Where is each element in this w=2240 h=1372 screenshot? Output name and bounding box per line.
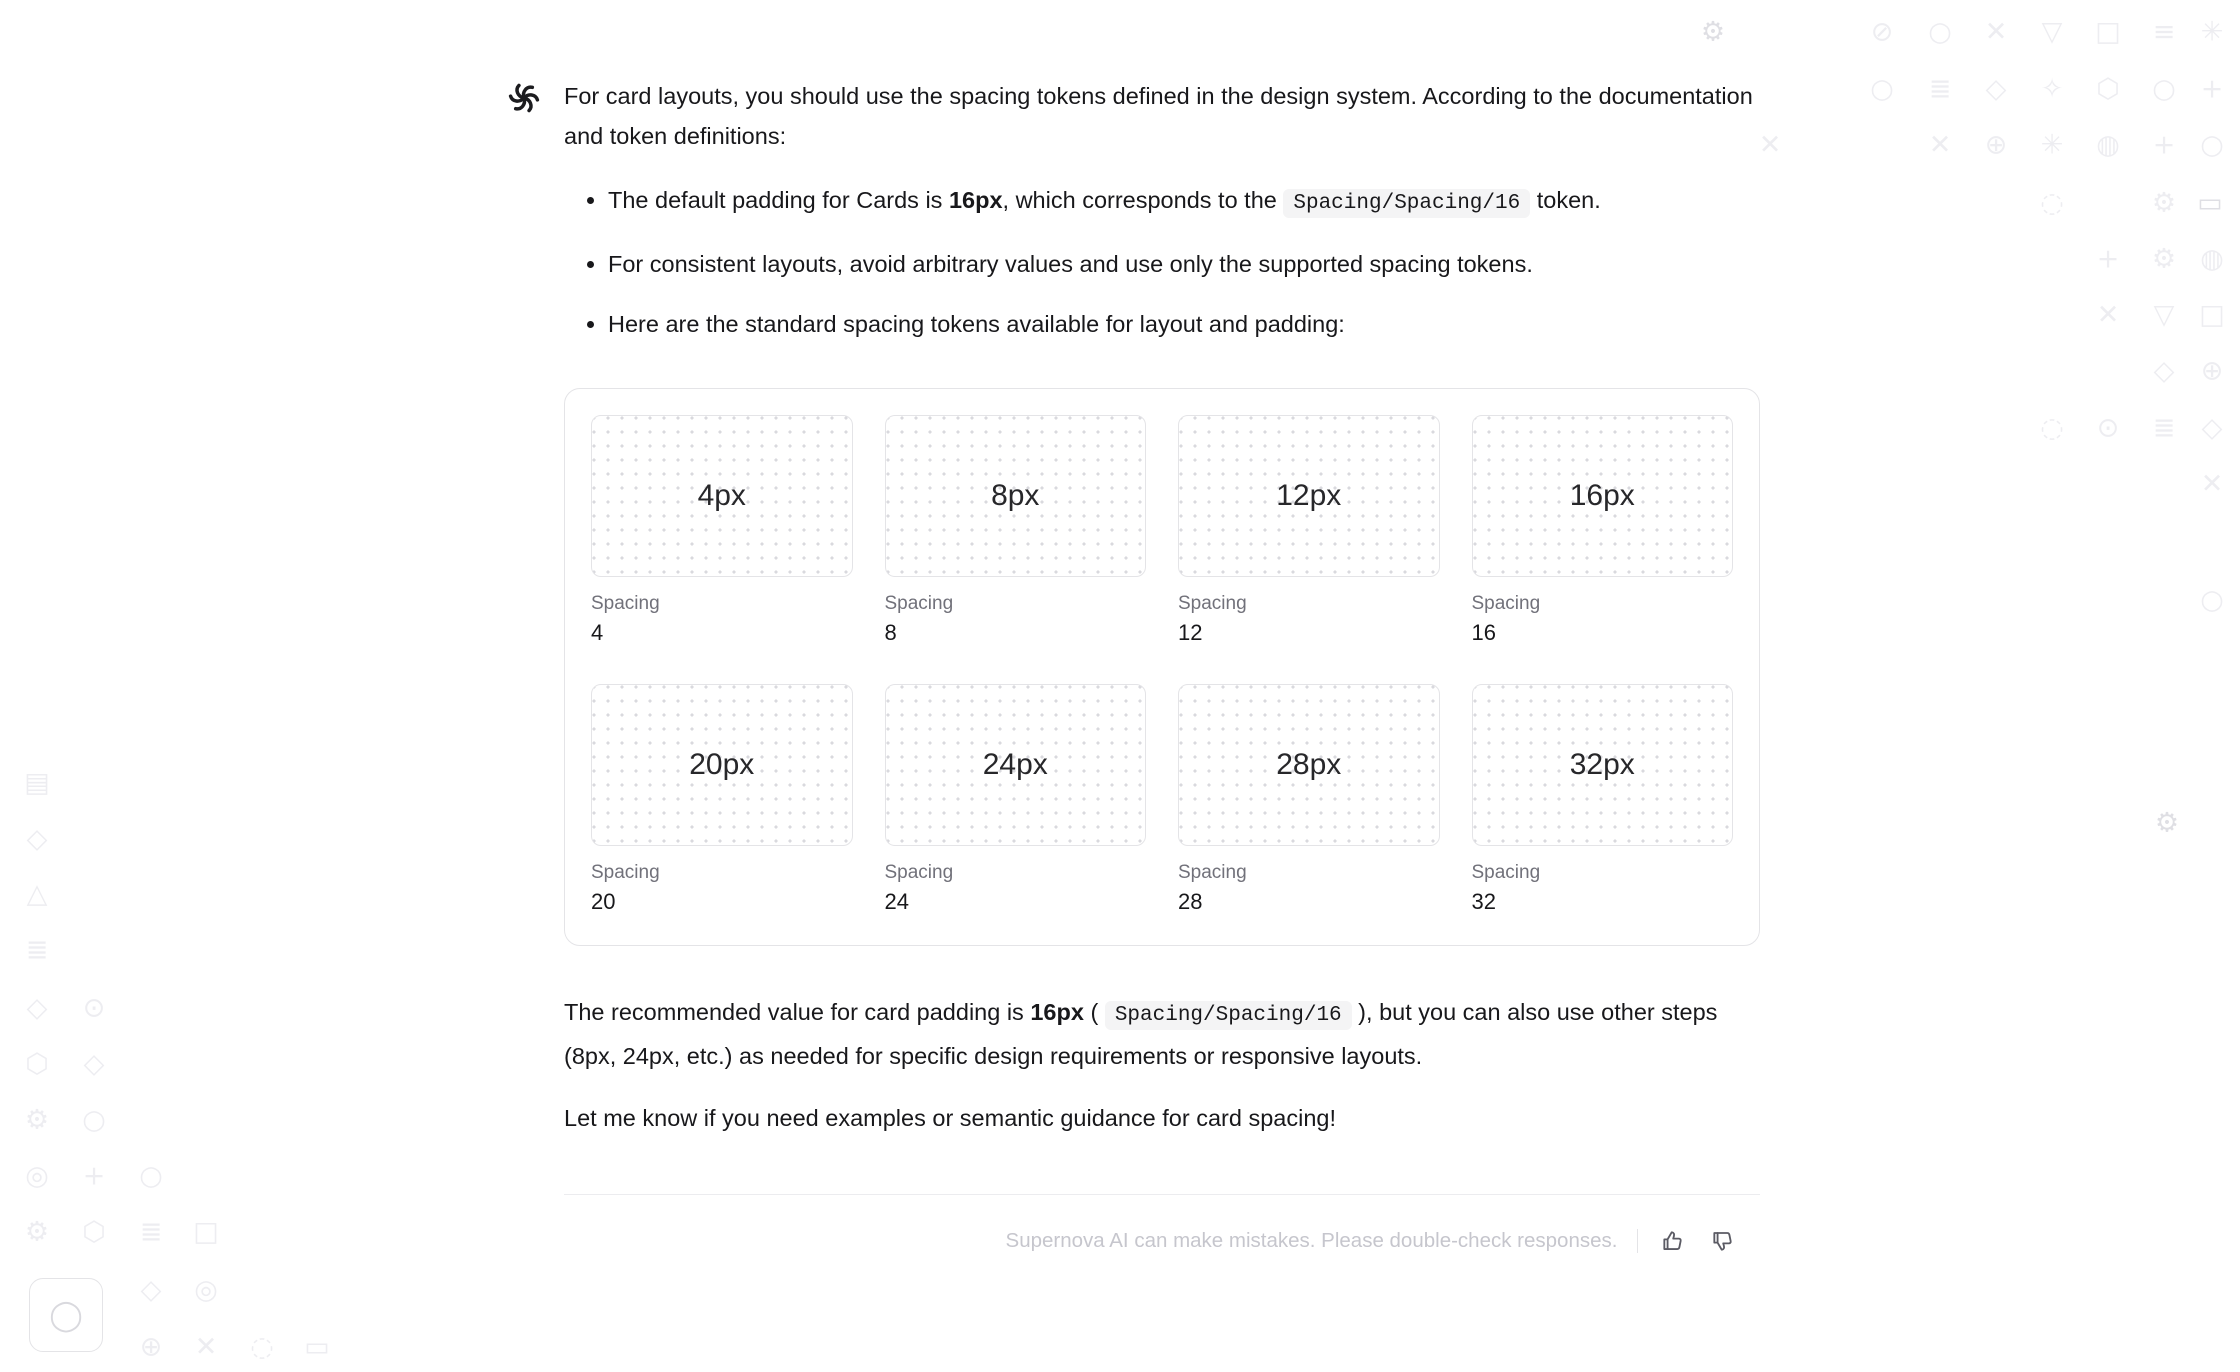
background-decoration-icon: □	[193, 1216, 219, 1248]
background-decoration-icon: ◇	[26, 823, 48, 855]
token-label: Spacing	[1471, 593, 1541, 614]
inline-code-token: Spacing/Spacing/16	[1105, 1001, 1352, 1030]
token-value: 20	[591, 889, 616, 914]
background-decoration-icon: ⚙	[2151, 187, 2177, 219]
message-bullet: • The default padding for Cards is 16px, which corresponds to the Spacing/Spacing/16 token.	[608, 180, 1760, 224]
spacing-token-card	[885, 415, 1147, 646]
corner-tool-button[interactable]	[29, 1278, 103, 1352]
spacing-token-card	[591, 415, 853, 646]
disclaimer-text: Supernova AI can make mistakes. Please double-check responses.	[1005, 1229, 1618, 1252]
spacing-swatch: 8px	[885, 415, 1147, 577]
background-decoration-icon: ◇	[2153, 355, 2175, 387]
message-footer	[774, 1195, 1970, 1261]
background-decoration-icon: ▭	[2197, 187, 2223, 219]
token-label: Spacing	[884, 862, 954, 883]
background-decoration-icon: ◇	[140, 1274, 162, 1306]
background-decoration-icon: ◎	[194, 1274, 218, 1306]
message-intro: For card layouts, you should use the spacing tokens defined in the design system. According to the documentation and token definitions:	[564, 83, 1753, 149]
background-decoration-icon: ⬡	[2096, 73, 2120, 105]
spacing-token-grid	[564, 388, 1760, 946]
message-bullet: • For consistent layouts, avoid arbitrary values and use only the supported spacing tokens.	[608, 244, 1760, 284]
background-decoration-icon: ≣	[25, 934, 49, 966]
background-decoration-icon: ⊙	[2096, 412, 2120, 444]
token-value: 8	[884, 620, 897, 645]
background-decoration-icon: ✕	[1758, 129, 1782, 161]
spacing-token-card	[1472, 415, 1734, 646]
spacing-swatch: 4px	[591, 415, 853, 577]
token-value: 32	[1471, 889, 1496, 914]
background-decoration-icon: ◍	[2096, 129, 2120, 161]
background-decoration-icon: ○	[139, 1160, 163, 1192]
token-value: 12	[1178, 620, 1203, 645]
footer-separator	[1637, 1229, 1638, 1253]
background-decoration-icon: ✕	[1928, 129, 1952, 161]
spacing-swatch: 16px	[1472, 415, 1734, 577]
background-decoration-icon: ○	[1870, 73, 1894, 105]
background-decoration-icon: ◌	[250, 1331, 274, 1363]
spacing-token-card	[885, 684, 1147, 915]
token-label: Spacing	[884, 593, 954, 614]
background-decoration-icon: ✕	[1984, 16, 2008, 48]
background-decoration-icon: ✕	[2200, 468, 2224, 500]
background-decoration-icon: ◇	[1985, 73, 2007, 105]
background-decoration-icon: ◇	[26, 992, 48, 1024]
background-decoration-icon: ▽	[2041, 16, 2063, 48]
background-decoration-icon: ▤	[24, 767, 50, 799]
inline-code-token: Spacing/Spacing/16	[1283, 189, 1530, 218]
background-decoration-icon: ○	[82, 1104, 106, 1136]
background-decoration-icon: ⬡	[82, 1216, 106, 1248]
message-closing: Let me know if you need examples or semantic guidance for card spacing!	[564, 1105, 1337, 1131]
background-decoration-icon: ▭	[304, 1331, 330, 1363]
background-decoration-icon: ⬡	[25, 1048, 49, 1080]
background-decoration-icon: ⚙	[2154, 807, 2180, 839]
thumbs-down-icon[interactable]	[1708, 1226, 1738, 1256]
background-decoration-icon: ◍	[2200, 243, 2224, 275]
token-value: 16	[1471, 620, 1496, 645]
background-decoration-icon: ⊕	[1984, 129, 2008, 161]
spacing-token-card	[1178, 684, 1440, 915]
token-label: Spacing	[591, 593, 660, 614]
background-decoration-icon: ⊕	[139, 1331, 163, 1363]
background-decoration-icon: ○	[2152, 73, 2176, 105]
spacing-swatch: 12px	[1178, 415, 1440, 577]
token-label: Spacing	[1471, 862, 1541, 883]
background-decoration-icon: ✧	[2040, 73, 2064, 105]
token-value: 4	[591, 620, 604, 645]
background-decoration-icon: □	[2199, 299, 2225, 331]
background-decoration-icon: ▽	[2153, 299, 2175, 331]
background-decoration-icon: ○	[2200, 129, 2224, 161]
background-decoration-icon: ✕	[194, 1331, 218, 1363]
background-decoration-icon: ◇	[83, 1048, 105, 1080]
background-decoration-icon: ◇	[2201, 412, 2223, 444]
background-decoration-icon: ◌	[2040, 187, 2064, 219]
background-decoration-icon: ⊕	[2200, 355, 2224, 387]
background-decoration-icon: ⚙	[24, 1216, 50, 1248]
background-decoration-icon: ⚙	[1700, 16, 1726, 48]
background-decoration-icon: ≣	[1928, 73, 1952, 105]
background-decoration-icon: ◌	[2040, 412, 2064, 444]
background-decoration-icon: +	[82, 1160, 106, 1192]
background-decoration-icon: +	[2200, 73, 2224, 105]
background-decoration-icon: ✕	[2096, 299, 2120, 331]
background-decoration-icon: ○	[1928, 16, 1952, 48]
background-decoration-icon: △	[26, 878, 48, 910]
token-value: 28	[1178, 889, 1203, 914]
spacing-token-card	[1178, 415, 1440, 646]
background-decoration-icon: +	[2096, 243, 2120, 275]
token-label: Spacing	[591, 862, 660, 883]
background-decoration-icon: ≡	[2152, 16, 2176, 48]
background-decoration-icon: □	[2095, 16, 2121, 48]
chat-message-area	[504, 76, 1764, 1261]
background-decoration-icon: +	[2152, 129, 2176, 161]
token-label: Spacing	[1178, 593, 1247, 614]
message-outro: The recommended value for card padding is 16px ( Spacing/Spacing/16 ), but you can also use other steps (8px, 24px, etc.) as needed for specific design requirements or responsive layouts.	[564, 999, 1718, 1069]
token-label: Spacing	[1178, 862, 1247, 883]
spacing-swatch: 24px	[885, 684, 1147, 846]
background-decoration-icon: ≣	[139, 1216, 163, 1248]
thumbs-up-icon[interactable]	[1658, 1226, 1688, 1256]
spacing-token-card	[591, 684, 853, 915]
background-decoration-icon: ✳	[2040, 129, 2064, 161]
message-bullet: • Here are the standard spacing tokens available for layout and padding:	[608, 304, 1760, 344]
background-decoration-icon: ✳	[2200, 16, 2224, 48]
background-decoration-icon: ⚙	[2151, 243, 2177, 275]
background-decoration-icon: ≣	[2152, 412, 2176, 444]
message-bullet-list	[564, 180, 1760, 344]
spacing-swatch: 28px	[1178, 684, 1440, 846]
spacing-token-card	[1472, 684, 1734, 915]
ai-spiral-logo-icon	[504, 78, 544, 118]
background-decoration-icon: ○	[2200, 584, 2224, 616]
background-decoration-icon: ◎	[25, 1160, 49, 1192]
background-decoration-icon: ⚙	[24, 1104, 50, 1136]
background-decoration-icon: ⊙	[82, 992, 106, 1024]
assistant-message	[504, 76, 1764, 1261]
circle-icon: ◯	[49, 1297, 83, 1333]
spacing-swatch: 20px	[591, 684, 853, 846]
spacing-swatch: 32px	[1472, 684, 1734, 846]
background-decoration-icon: ⊘	[1870, 16, 1894, 48]
token-value: 24	[884, 889, 909, 914]
message-content	[564, 76, 1760, 1261]
